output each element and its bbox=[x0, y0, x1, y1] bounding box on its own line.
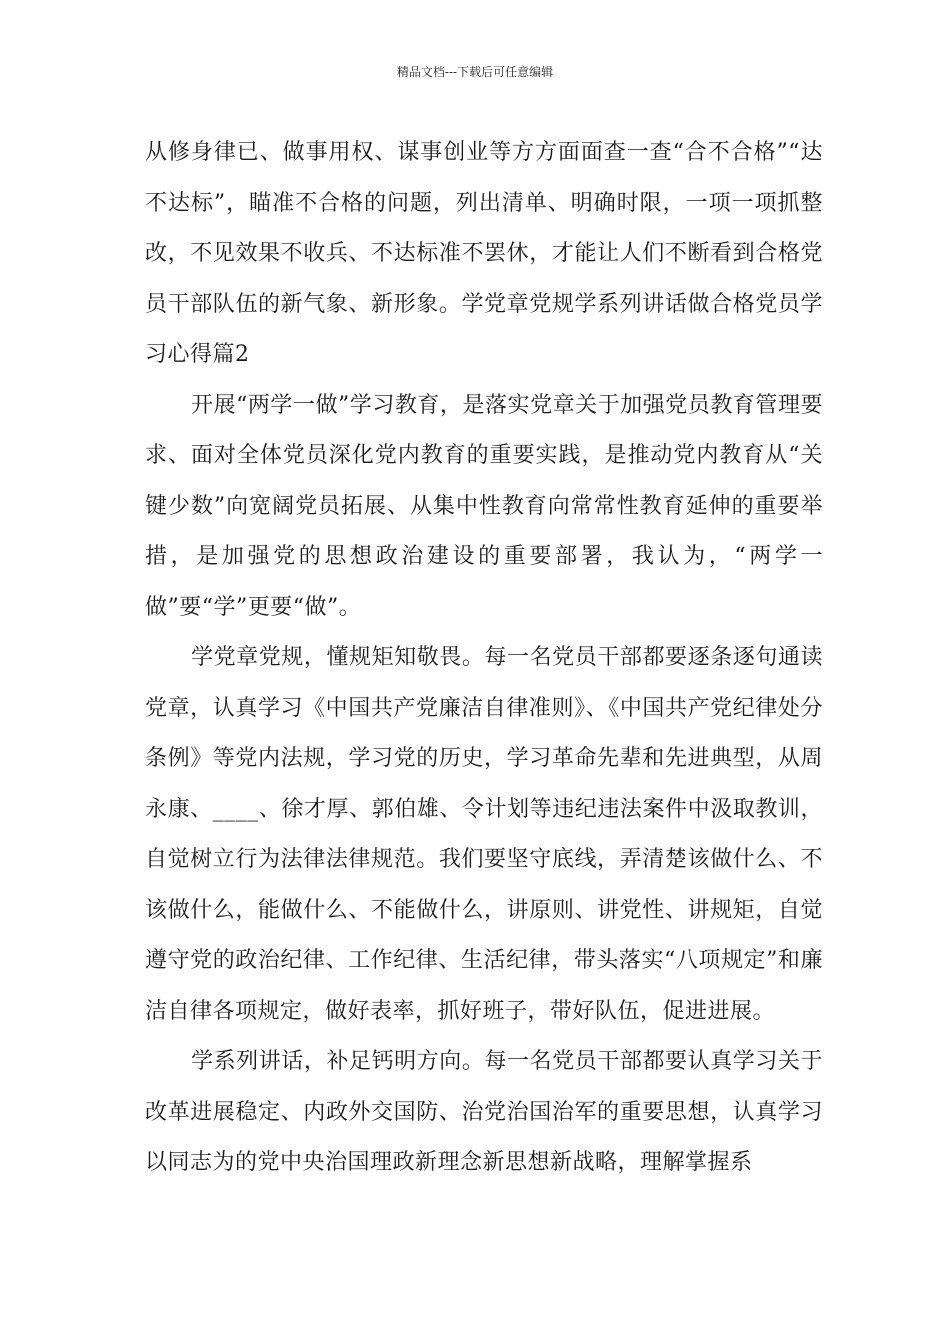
paragraph-study-speeches: 学系列讲话，补足钙明方向。每一名党员干部都要认真学习关于改革进展稳定、内政外交国防、治党治国治军的重要思想，认真学习以同志为的党中央治国理政新理念新思想新战略，理解掌握系 bbox=[145, 1049, 823, 1175]
paragraph-two-learn-one-do: 开展“两学一做”学习教育，是落实党章关于加强党员教育管理要求、面对全体党员深化党内教育的重要实践，是推动党内教育从“关键少数”向宽阔党员拓展、从集中性教育向常常性教育延伸的重要举措，是加强党的思想政治建设的重要部署，我认为，“两学一做”要“学”更要“做”。 bbox=[145, 392, 823, 620]
paragraph-study-party-rules: 学党章党规，懂规矩知敬畏。每一名党员干部都要逐条逐句通读党章，认真学习《中国共产党廉洁自律准则》、《中国共产党纪律处分条例》等党内法规，学习党的历史，学习革命先辈和先进典型，从周永康、____、徐才厚、郭伯雄、令计划等违纪违法案件中汲取教训，自觉树立行为法律法律规范。我们要坚守底线，弄清楚该做什么、不该做什么，能做什么、不能做什么，讲原则、讲党性、讲规矩，自觉遵守党的政治纪律、工作纪律、生活纪律，带头落实“八项规定”和廉洁自律各项规定，做好表率，抓好班子，带好队伍，促进进展。 bbox=[145, 645, 823, 1024]
document-body bbox=[145, 128, 823, 1189]
page-header: 精品文档---下载后可任意编辑 bbox=[396, 65, 554, 79]
paragraph-continuation: 从修身律已、做事用权、谋事创业等方方面面查一查“合不合格”“达不达标”，瞄准不合格的问题，列出清单、明确时限，一项一项抓整改，不见效果不收兵、不达标准不罢休，才能让人们不断看到合格党员干部队伍的新气象、新形象。学党章党规学系列讲话做合格党员学习心得篇2 bbox=[145, 140, 823, 367]
